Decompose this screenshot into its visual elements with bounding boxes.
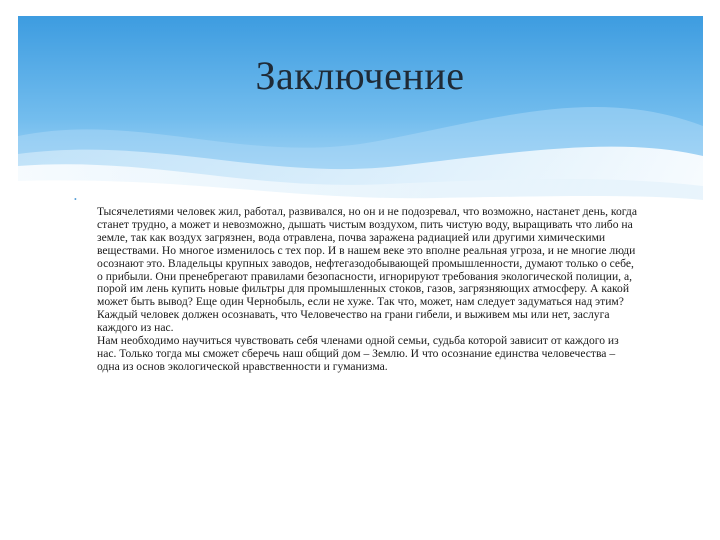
body-text: [97, 206, 637, 374]
paragraph-1: Тысячелетиями человек жил, работал, развивался, но он и не подозревал, что возможно, настанет день, когда станет трудно, а может и невозможно, дышать чистым воздухом, пить чистую воду, выращивать что либо на земле, так как воздух загрязнен, вода отравлена, почва заражена радиацией или другими химическими веществами. Но многое изменилось с тех пор. И в нашем веке это вполне реальная угроза, и не многие люди осознают это. Владельцы крупных заводов, нефтегазодобывающей промышленности, думают только о себе, о прибыли. Они пренебрегают правилами безопасности, игнорируют требования экологической полиции, а, порой им лень купить новые фильтры для промышленных стоков, газов, загрязняющих атмосферу. А какой может быть вывод? Еще один Чернобыль, если не хуже. Так что, может, нам следует задуматься над этим? Каждый человек должен осознавать, что Человечество на грани гибели, и выживем мы или нет, заслуга каждого из нас.: [97, 205, 637, 335]
slide-title: Заключение: [255, 53, 465, 98]
bullet-icon: •: [74, 195, 77, 204]
paragraph-2: Нам необходимо научиться чувствовать себя членами одной семьи, судьба которой зависит от каждого из нас. Только тогда мы сможет сберечь наш общий дом – Землю. И что осознание единства человечества – одна из основ экологической нравственности и гуманизма.: [97, 334, 619, 373]
header-wave-background: [18, 16, 703, 204]
wave-graphic: [18, 16, 703, 204]
